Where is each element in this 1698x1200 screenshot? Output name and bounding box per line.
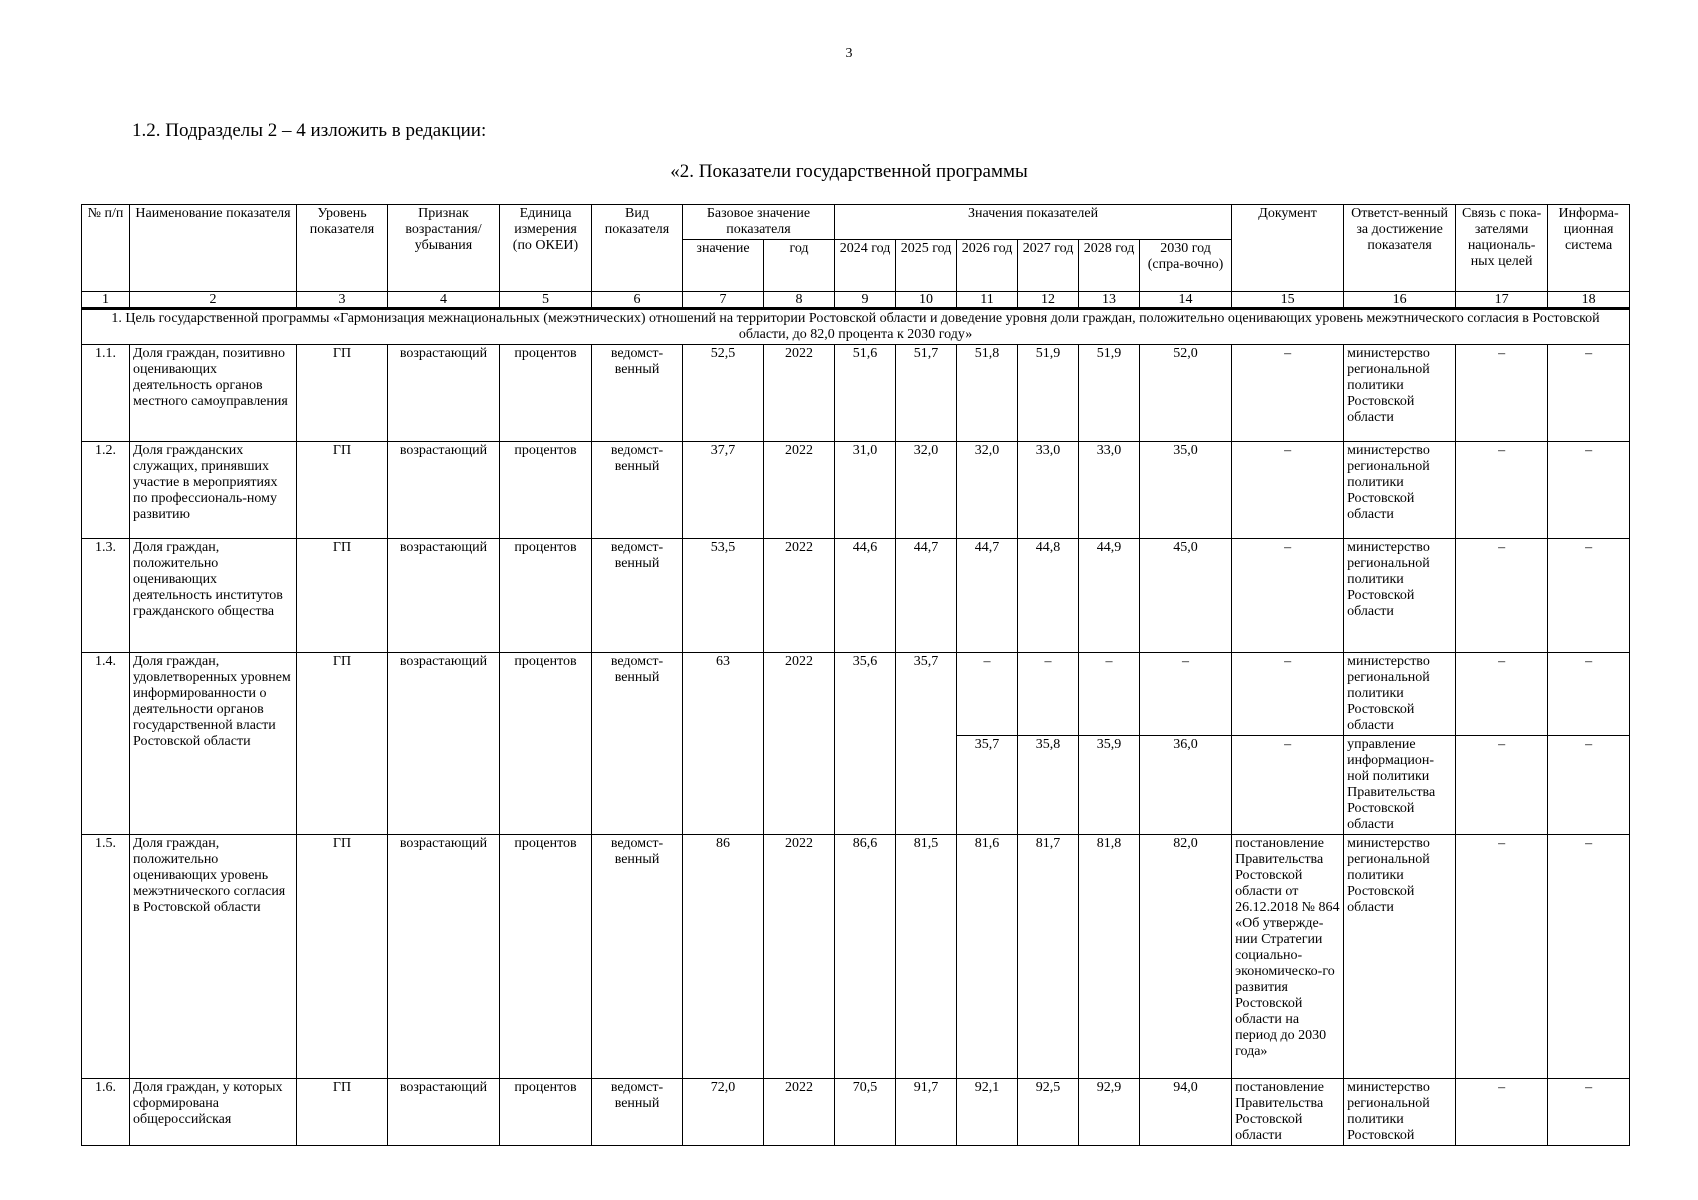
col-number: 1 [82,292,130,309]
row-level: ГП [297,345,388,442]
row-link: – [1456,539,1548,653]
row-level: ГП [297,835,388,1079]
row-link: – [1456,1079,1548,1146]
row-type: ведомст-венный [592,442,683,539]
row-resp: министерство региональной политики Ростовской области [1344,539,1456,653]
row-type: ведомст-венный [592,835,683,1079]
table-row [82,442,1630,539]
row-type: ведомст-венный [592,539,683,653]
table-row [82,835,1630,1079]
row-base-value: 72,0 [683,1079,764,1146]
row-2030: 52,0 [1140,345,1232,442]
row-2030: 82,0 [1140,835,1232,1079]
header-2027: 2027 год [1018,240,1079,292]
row-2027: 51,9 [1018,345,1079,442]
row-2024: 86,6 [835,835,896,1079]
row-base-value: 53,5 [683,539,764,653]
row-base-year: 2022 [764,539,835,653]
row-link: – [1456,835,1548,1079]
col-number: 14 [1140,292,1232,309]
header-2026: 2026 год [957,240,1018,292]
row-2028: – [1079,653,1140,736]
row-info: – [1548,1079,1630,1146]
row-name: Доля граждан, позитивно оценивающих деятельность органов местного самоуправления [130,345,297,442]
header-values: Значения показателей [835,205,1232,240]
row-unit: процентов [500,835,592,1079]
goal-row: 1. Цель государственной программы «Гармонизация межнациональных (межэтнических) отношений на территории Ростовской области и доведение уровня доли граждан, положительно оценивающих уровень межэтнического согласия в Ростовской области, до 82,0 процента к 2030 году» [82,309,1630,345]
row-2027: – [1018,653,1079,736]
table-title-text: «2. Показатели государственной программы [670,161,1028,182]
row-doc: – [1232,653,1344,736]
row-2024: 44,6 [835,539,896,653]
table-row [82,1079,1630,1146]
row-resp: министерство региональной политики Ростовской области [1344,653,1456,736]
row-unit: процентов [500,1079,592,1146]
row-base-value: 63 [683,653,764,835]
header-name: Наименование показателя [130,205,297,292]
table-row [82,539,1630,653]
row-num: 1.4. [82,653,130,835]
col-number: 11 [957,292,1018,309]
col-number: 12 [1018,292,1079,309]
col-number: 17 [1456,292,1548,309]
row-unit: процентов [500,539,592,653]
col-number: 3 [297,292,388,309]
header-base: Базовое значение показателя [683,205,835,240]
header-info: Информа-ционная система [1548,205,1630,292]
row-num: 1.5. [82,835,130,1079]
row-resp: управление информацион-ной политики Правительства Ростовской области [1344,736,1456,835]
row-info: – [1548,442,1630,539]
row-name: Доля граждан, положительно оценивающих деятельность институтов гражданского общества [130,539,297,653]
row-2025: 51,7 [896,345,957,442]
row-2025: 35,7 [896,653,957,835]
row-2030: 45,0 [1140,539,1232,653]
row-type: ведомст-венный [592,345,683,442]
row-doc: постановление Правительства Ростовской области [1232,1079,1344,1146]
row-num: 1.1. [82,345,130,442]
row-resp: министерство региональной политики Ростовской [1344,1079,1456,1146]
row-2027: 35,8 [1018,736,1079,835]
row-sign: возрастающий [388,539,500,653]
row-unit: процентов [500,345,592,442]
row-name: Доля граждан, положительно оценивающих уровень межэтнического согласия в Ростовской области [130,835,297,1079]
row-level: ГП [297,442,388,539]
row-sign: возрастающий [388,653,500,835]
row-2028: 51,9 [1079,345,1140,442]
col-number: 5 [500,292,592,309]
col-number: 8 [764,292,835,309]
row-2030: 35,0 [1140,442,1232,539]
row-2028: 35,9 [1079,736,1140,835]
row-info: – [1548,539,1630,653]
row-2027: 92,5 [1018,1079,1079,1146]
row-resp: министерство региональной политики Ростовской области [1344,442,1456,539]
header-2030: 2030 год (спра-вочно) [1140,240,1232,292]
row-2025: 81,5 [896,835,957,1079]
row-resp: министерство региональной политики Ростовской области [1344,835,1456,1079]
row-2024: 51,6 [835,345,896,442]
row-type: ведомст-венный [592,1079,683,1146]
row-doc: – [1232,442,1344,539]
row-2030: – [1140,653,1232,736]
header-2025: 2025 год [896,240,957,292]
row-2028: 33,0 [1079,442,1140,539]
header-num: № п/п [82,205,130,292]
header-2028: 2028 год [1079,240,1140,292]
row-2026: 44,7 [957,539,1018,653]
row-link: – [1456,442,1548,539]
header-base-year: год [764,240,835,292]
col-number: 7 [683,292,764,309]
row-base-year: 2022 [764,1079,835,1146]
table-row [82,653,1630,736]
row-2024: 35,6 [835,653,896,835]
header-sign: Признак возрастания/ убывания [388,205,500,292]
row-2025: 91,7 [896,1079,957,1146]
row-2026: 51,8 [957,345,1018,442]
row-2026: – [957,653,1018,736]
col-number: 18 [1548,292,1630,309]
row-doc: постановление Правительства Ростовской области от 26.12.2018 № 864 «Об утвержде-нии Стратегии социально-экономическо-го развития Ростовской области на период до 2030 года» [1232,835,1344,1079]
row-base-value: 37,7 [683,442,764,539]
row-2028: 81,8 [1079,835,1140,1079]
header-type: Вид показателя [592,205,683,292]
row-link: – [1456,345,1548,442]
intro-text: 1.2. Подразделы 2 – 4 изложить в редакции: [132,120,487,141]
row-doc: – [1232,345,1344,442]
col-number: 6 [592,292,683,309]
indicators-table [81,204,1630,1146]
header-unit: Единица измерения (по ОКЕИ) [500,205,592,292]
row-num: 1.6. [82,1079,130,1146]
header-2024: 2024 год [835,240,896,292]
row-2026: 92,1 [957,1079,1018,1146]
col-number: 16 [1344,292,1456,309]
header-level: Уровень показателя [297,205,388,292]
col-number: 10 [896,292,957,309]
row-sign: возрастающий [388,1079,500,1146]
row-level: ГП [297,1079,388,1146]
row-base-year: 2022 [764,442,835,539]
row-link: – [1456,736,1548,835]
row-2026: 32,0 [957,442,1018,539]
header-link: Связь с пока-зателями националь-ных целей [1456,205,1548,292]
row-doc: – [1232,736,1344,835]
row-sign: возрастающий [388,345,500,442]
col-number: 13 [1079,292,1140,309]
row-unit: процентов [500,653,592,835]
row-info: – [1548,736,1630,835]
row-name: Доля гражданских служащих, принявших участие в мероприятиях по профессиональ-ному развитию [130,442,297,539]
row-name: Доля граждан, у которых сформирована общероссийская [130,1079,297,1146]
row-2030: 94,0 [1140,1079,1232,1146]
row-2027: 81,7 [1018,835,1079,1079]
row-2025: 44,7 [896,539,957,653]
row-type: ведомст-венный [592,653,683,835]
row-info: – [1548,345,1630,442]
row-2027: 44,8 [1018,539,1079,653]
row-base-value: 52,5 [683,345,764,442]
table-title [0,161,1698,183]
page-number: 3 [845,46,853,61]
table-row [82,345,1630,442]
row-2024: 70,5 [835,1079,896,1146]
header-resp: Ответст-венный за достижение показателя [1344,205,1456,292]
row-2025: 32,0 [896,442,957,539]
row-info: – [1548,653,1630,736]
header-base-value: значение [683,240,764,292]
row-2028: 92,9 [1079,1079,1140,1146]
row-2026: 35,7 [957,736,1018,835]
row-2028: 44,9 [1079,539,1140,653]
row-info: – [1548,835,1630,1079]
col-number: 15 [1232,292,1344,309]
row-2024: 31,0 [835,442,896,539]
row-2026: 81,6 [957,835,1018,1079]
row-base-year: 2022 [764,653,835,835]
row-level: ГП [297,539,388,653]
row-num: 1.3. [82,539,130,653]
col-number: 9 [835,292,896,309]
row-sign: возрастающий [388,442,500,539]
header-doc: Документ [1232,205,1344,292]
row-base-year: 2022 [764,835,835,1079]
row-doc: – [1232,539,1344,653]
row-level: ГП [297,653,388,835]
row-unit: процентов [500,442,592,539]
row-resp: министерство региональной политики Ростовской области [1344,345,1456,442]
row-2030: 36,0 [1140,736,1232,835]
row-sign: возрастающий [388,835,500,1079]
row-base-value: 86 [683,835,764,1079]
row-2027: 33,0 [1018,442,1079,539]
row-name: Доля граждан, удовлетворенных уровнем информированности о деятельности органов государственной власти Ростовской области [130,653,297,835]
row-num: 1.2. [82,442,130,539]
col-number: 2 [130,292,297,309]
row-base-year: 2022 [764,345,835,442]
row-link: – [1456,653,1548,736]
col-number: 4 [388,292,500,309]
